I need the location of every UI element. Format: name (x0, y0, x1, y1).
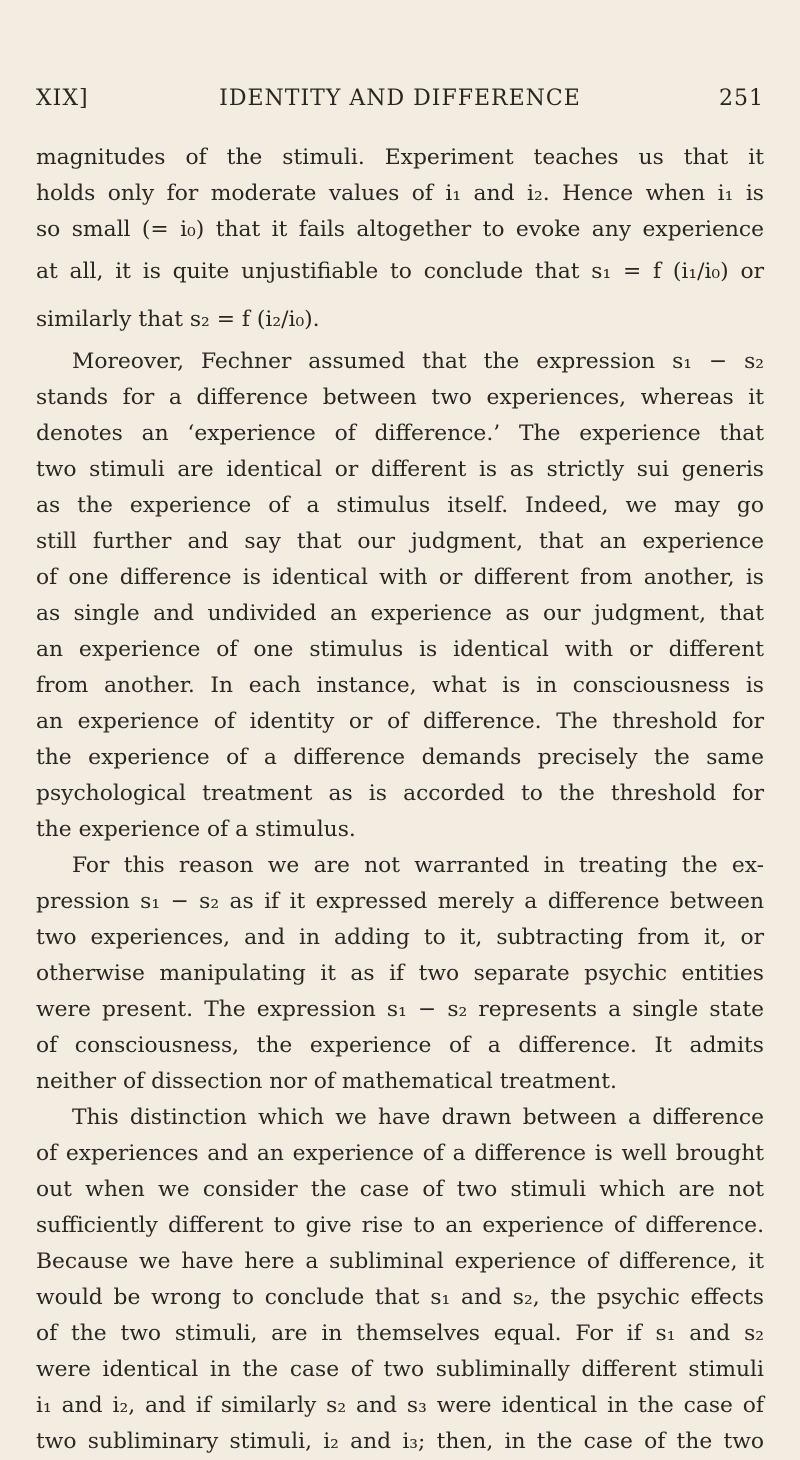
chapter-number: XIX] (36, 86, 89, 111)
text-line: This distinction which we have drawn between a difference (72, 1105, 764, 1130)
text-line: the experience of a difference demands precisely the same (36, 745, 764, 770)
text-line: were identical in the case of two subliminally different stimuli (36, 1357, 764, 1382)
text-line: of consciousness, the experience of a difference. It admits (36, 1033, 764, 1058)
text-line: denotes an ‘experience of difference.’ The experience that (36, 421, 764, 446)
text-line: were present. The expression s₁ − s₂ represents a single state (36, 997, 764, 1022)
text-line: psychological treatment as is accorded to the threshold for (36, 781, 764, 806)
text-line: of experiences and an experience of a difference is well brought (36, 1141, 764, 1166)
text-line: out when we consider the case of two stimuli which are not (36, 1177, 764, 1202)
text-line: an experience of one stimulus is identical with or different (36, 637, 764, 662)
text-line: still further and say that our judgment, that an experience (36, 529, 764, 554)
text-line: stands for a difference between two experiences, whereas it (36, 385, 764, 410)
text-line: neither of dissection nor of mathematical treatment. (36, 1069, 617, 1094)
page-number: 251 (719, 86, 764, 111)
text-line: sufficiently different to give rise to an experience of difference. (36, 1213, 764, 1238)
text-line: as single and undivided an experience as our judgment, that (36, 601, 764, 626)
text-line-formula: similarly that s₂ = f (i₂/i₀). (36, 307, 320, 332)
text-line: the experience of a stimulus. (36, 817, 356, 842)
text-line: so small (= i₀) that it fails altogether to evoke any experience (36, 217, 764, 242)
text-line: an experience of identity or of difference. The threshold for (36, 709, 764, 734)
text-line: holds only for moderate values of i₁ and i₂. Hence when i₁ is (36, 181, 764, 206)
text-line: from another. In each instance, what is in consciousness is (36, 673, 764, 698)
text-line: of the two stimuli, are in themselves equal. For if s₁ and s₂ (36, 1321, 764, 1346)
text-line-formula: at all, it is quite unjustifiable to conclude that s₁ = f (i₁/i₀) or (36, 259, 764, 284)
text-line: otherwise manipulating it as if two separate psychic entities (36, 961, 764, 986)
text-line: i₁ and i₂, and if similarly s₂ and s₃ were identical in the case of (36, 1393, 764, 1418)
body-text (36, 140, 764, 1460)
running-header (36, 86, 764, 120)
running-title: IDENTITY AND DIFFERENCE (219, 86, 581, 111)
text-line: Moreover, Fechner assumed that the expression s₁ − s₂ (72, 349, 764, 374)
text-line: of one difference is identical with or different from another, is (36, 565, 764, 590)
text-line: would be wrong to conclude that s₁ and s₂, the psychic effects (36, 1285, 764, 1310)
text-line: Because we have here a subliminal experience of difference, it (36, 1249, 764, 1274)
text-line: two stimuli are identical or different is as strictly sui generis (36, 457, 764, 482)
text-line: two subliminary stimuli, i₂ and i₃; then, in the case of the two (36, 1429, 764, 1454)
text-line: pression s₁ − s₂ as if it expressed merely a difference between (36, 889, 764, 914)
text-line: magnitudes of the stimuli. Experiment teaches us that it (36, 145, 764, 170)
text-line: two experiences, and in adding to it, subtracting from it, or (36, 925, 764, 950)
text-line: as the experience of a stimulus itself. Indeed, we may go (36, 493, 764, 518)
text-line: For this reason we are not warranted in treating the ex- (72, 853, 764, 878)
